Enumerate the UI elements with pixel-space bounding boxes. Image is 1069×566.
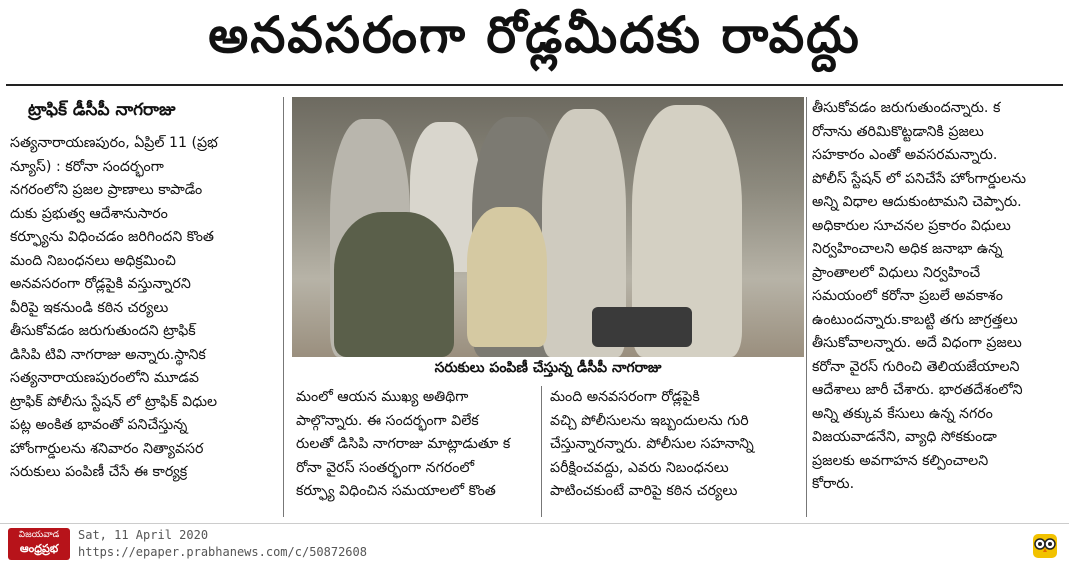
article-line: హోంగార్డులను శనివారం నిత్యావసర [10,440,204,457]
article-line: పాల్గొన్నారు. ఈ సందర్భంగా విలేక [296,412,479,429]
article-line: ట్రాఫిక్ పోలీసు స్టేషన్ లో ట్రాఫిక్ విధుల [10,393,218,410]
article-line: మంది నిబంధనలు అధిక్రమించి [10,252,176,269]
article-line: పట్ల అంకిత భావంతో పనిచేస్తున్న [10,417,188,433]
article-line: మంది అనవసరంగా రోడ్లపైకి [550,389,700,405]
subheadline: ట్రాఫిక్ డీసీపీ నాగరాజు [28,100,176,120]
article-line: సత్యనారాయణపురంలోని మూడవ [10,370,199,386]
article-line: న్యూస్) : కరోనా సందర్భంగా [10,158,164,175]
headline-rule [6,84,1063,86]
article-line: దుకు ప్రభుత్వ ఆదేశానుసారం [10,205,168,222]
article-line: సత్యనారాయణపురం, ఏప్రిల్ 11 (ప్రభ [10,135,218,151]
article-line: ప్రాంతాలలో విధులు నిర్వహించే [812,264,981,281]
column-divider [541,386,542,517]
article-line: వచ్చి పోలీసులను ఇబ్బందులను గురి [550,412,749,429]
article-line: సహకారం ఎంతో అవసరమన్నారు. [812,147,998,163]
edition-date: Sat, 11 April 2020 [78,528,209,542]
epaper-footer [0,523,1069,566]
article-line: సమయంలో కరోనా ప్రబలే అవకాశం [812,288,1003,304]
article-url[interactable]: https://epaper.prabhanews.com/c/50872608 [78,545,367,559]
column-divider [806,97,807,517]
publication-logo [8,528,70,560]
news-photo [292,97,804,357]
article-line: చేస్తున్నారన్నారు. పోలీసుల సహనాన్ని [550,436,754,452]
article-line: అన్ని విధాల ఆదుకుంటామని చెప్పారు. [812,194,1022,210]
article-line: నిర్వహించాలని అధిక జనాభా ఉన్న [812,241,1003,257]
article-line: తీసుకోవడం జరుగుతుందని ట్రాఫిక్ [10,323,196,339]
article-line: కరోనా వైరస్ గురించి తెలియజేయాలని [812,358,1020,375]
logo-city: విజయవాడ [18,530,60,540]
article-line: సరుకులు పంపిణీ చేసే ఈ కార్యక్ర [10,464,188,480]
article-line: నగరంలోని ప్రజల ప్రాణాలు కాపాడేం [10,182,203,198]
article-line: కర్ఫ్యూను విధించడం జరిగిందని కొంత [10,229,214,245]
article-line: రోనాను తరిమికొట్టడానికి ప్రజలు [812,123,984,140]
article-line: విజయవాడనేని, వ్యాధి సోకకుండా [812,429,997,445]
article-column-4 [812,97,1062,497]
column-divider [283,97,284,517]
article-line: తీసుకోవాలన్నారు. అదే విధంగా ప్రజలు [812,335,1022,351]
article-line: వీరిపై ఇకనుండి కఠిన చర్యలు [10,299,169,316]
article-line: పరీక్షించవద్దు, ఎవరు నిబంధనలు [550,459,729,476]
article-line: ఆదేశాలు జారీ చేశారు. భారతదేశంలోని [812,382,1023,398]
article-line: తీసుకోవడం జరుగుతుందన్నారు. క [812,100,1001,116]
article-line: రోనా వైరస్ సంతర్భంగా నగరంలో [296,459,475,476]
article-line: పోలీస్ స్టేషన్ లో పనిచేసే హోంగార్డులను [812,170,1026,187]
article-line: డిసిపి టివి నాగరాజు అన్నారు.స్థానిక [10,346,206,363]
article-line: అన్ని తక్కువ కేసులు ఉన్న నగరం [812,405,993,422]
article-line: మంలో ఆయన ముఖ్య అతిథిగా [296,389,469,405]
article-line: కర్ఫ్యూ విధించిన సమయాలలో కొంత [296,483,496,499]
article-line: పాటించకుంటే వారిపై కఠిన చర్యలు [550,483,738,499]
article-line: అధికారుల సూచనల ప్రకారం విధులు [812,217,1011,234]
photo-caption: సరుకులు పంపిణీ చేస్తున్న డీసీపీ నాగరాజు [292,357,804,381]
article-line: ఉంటుందన్నారు.కాబట్టి తగు జాగ్రత్తలు [812,311,1018,328]
article-line: కోరారు. [812,476,855,492]
article-line: రులతో డిసిపి నాగరాజు మాట్లాడుతూ క [296,436,511,452]
logo-brand: ఆంధ్రప్రభ [19,542,59,555]
article-line: ప్రజలకు అవగాహన కల్పించాలని [812,452,989,469]
article-column-1 [10,132,276,485]
headline: అనవసరంగా రోడ్లమీదకు రావద్దు [208,5,861,64]
article-line: అనవసరంగా రోడ్లపైకి వస్తున్నారని [10,276,191,292]
owl-icon [1031,530,1059,560]
article-column-3 [550,386,790,504]
article-column-2 [296,386,536,504]
